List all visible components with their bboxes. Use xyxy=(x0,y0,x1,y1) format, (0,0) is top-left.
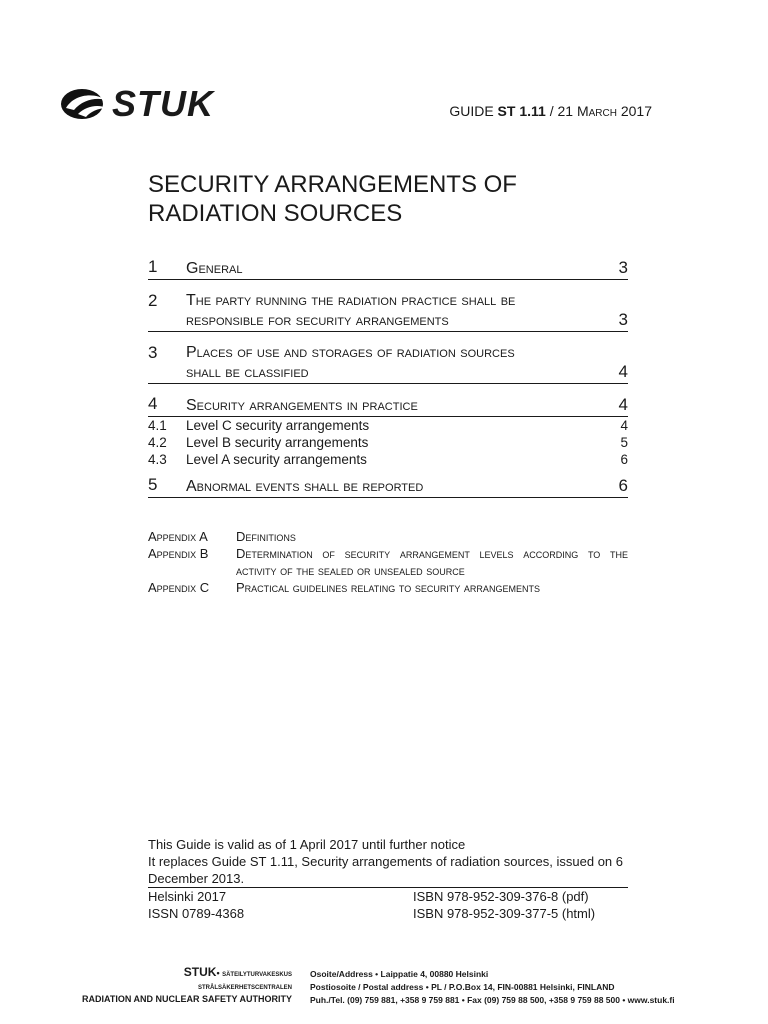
table-of-contents xyxy=(148,258,628,498)
appendix-label: Appendix B xyxy=(148,546,209,561)
appendix-list xyxy=(148,528,628,596)
guide-separator: / 21 xyxy=(549,103,574,119)
appendix-description: Definitions xyxy=(236,529,296,544)
appendix-description: Determination of security arrangement levels according to the activity of the sealed or unsealed source xyxy=(236,546,628,578)
toc-subsection-number: 4.2 xyxy=(148,435,167,450)
footer-org-swedish: strålsäkerhetscentralen xyxy=(197,981,292,991)
guide-prefix: GUIDE xyxy=(449,103,494,119)
footer-org-english: RADIATION AND NUCLEAR SAFETY AUTHORITY xyxy=(82,994,292,1004)
isbn-pdf: ISBN 978-952-309-376-8 (pdf) xyxy=(413,889,589,904)
toc-section-page: 4 xyxy=(618,362,628,381)
toc-section-page: 4 xyxy=(618,395,628,414)
guide-month: March xyxy=(576,103,617,119)
footer-org-finnish: • säteilyturvakeskus xyxy=(216,968,292,978)
footer-address: Osoite/Address • Laippatie 4, 00880 Helsinki xyxy=(310,969,489,979)
toc-subsection-number: 4.1 xyxy=(148,418,167,433)
validity-line: This Guide is valid as of 1 April 2017 until further notice xyxy=(148,837,466,852)
toc-subsection-page: 4 xyxy=(620,418,628,433)
toc-subsection-4-2[interactable] xyxy=(148,435,628,452)
guide-identifier xyxy=(449,103,652,119)
toc-subsection-4-1[interactable] xyxy=(148,418,628,435)
footer-postal-address: Postiosoite / Postal address • PL / P.O.Box 14, FIN-00881 Helsinki, FINLAND xyxy=(310,982,615,992)
toc-section-number: 5 xyxy=(148,475,158,494)
appendix-a[interactable] xyxy=(148,528,628,545)
toc-section-title-line-1: Places of use and storages of radiation sources xyxy=(186,344,515,361)
toc-section-number: 2 xyxy=(148,291,158,310)
appendix-description: Practical guidelines relating to security arrangements xyxy=(236,580,540,595)
toc-section-3[interactable] xyxy=(148,343,628,384)
appendix-label: Appendix A xyxy=(148,529,208,544)
title-line-1: SECURITY ARRANGEMENTS OF xyxy=(148,171,517,198)
toc-section-title-line-1: The party running the radiation practice shall be xyxy=(186,292,516,309)
toc-subsection-number: 4.3 xyxy=(148,452,167,467)
toc-subsection-title: Level C security arrangements xyxy=(186,418,370,433)
appendix-b[interactable] xyxy=(148,545,628,579)
appendix-label: Appendix C xyxy=(148,580,210,595)
footer-org-short: STUK xyxy=(183,965,217,979)
toc-section-title: General xyxy=(186,260,243,277)
toc-section-4[interactable] xyxy=(148,395,628,417)
toc-section-title-line-2: shall be classified xyxy=(186,364,309,381)
title-line-2: RADIATION SOURCES xyxy=(148,200,403,227)
toc-section-title: Security arrangements in practice xyxy=(186,397,418,414)
guide-year: 2017 xyxy=(620,103,652,119)
toc-section-5[interactable] xyxy=(148,476,628,498)
toc-section-page: 3 xyxy=(618,310,628,329)
issn: ISSN 0789-4368 xyxy=(148,906,245,921)
toc-section-title-line-2: responsible for security arrangements xyxy=(186,312,449,329)
toc-subsection-4-3[interactable] xyxy=(148,452,628,469)
replacement-notice: It replaces Guide ST 1.11, Security arrangements of radiation sources, issued on 6 December 2013. xyxy=(148,853,628,888)
validity-notice xyxy=(148,836,628,888)
toc-section-2[interactable] xyxy=(148,291,628,332)
footer-phone: Puh./Tel. (09) 759 881, +358 9 759 881 • Fax (09) 759 88 500, +358 9 759 88 500 • www.stuk.fi xyxy=(310,995,675,1005)
stuk-logo xyxy=(60,84,220,124)
appendix-c[interactable] xyxy=(148,579,628,596)
toc-section-page: 3 xyxy=(618,258,628,277)
footer-organization xyxy=(82,966,292,1006)
toc-subsection-page: 6 xyxy=(620,452,628,467)
toc-section-1[interactable] xyxy=(148,258,628,280)
toc-section-title: Abnormal events shall be reported xyxy=(186,478,424,495)
stuk-emblem-icon xyxy=(60,84,110,124)
isbn-html: ISBN 978-952-309-377-5 (html) xyxy=(413,906,596,921)
logo-text: STUK xyxy=(112,83,214,124)
toc-subsection-title: Level B security arrangements xyxy=(186,435,369,450)
publication-place-year: Helsinki 2017 xyxy=(148,889,227,904)
guide-number: ST 1.11 xyxy=(497,103,546,119)
toc-section-number: 4 xyxy=(148,394,158,413)
toc-section-number: 3 xyxy=(148,343,158,362)
toc-section-number: 1 xyxy=(148,257,158,276)
footer-contact xyxy=(310,968,675,1007)
toc-subsection-title: Level A security arrangements xyxy=(186,452,367,467)
toc-subsection-page: 5 xyxy=(620,435,628,450)
document-title xyxy=(148,170,628,228)
toc-section-page: 6 xyxy=(618,476,628,495)
